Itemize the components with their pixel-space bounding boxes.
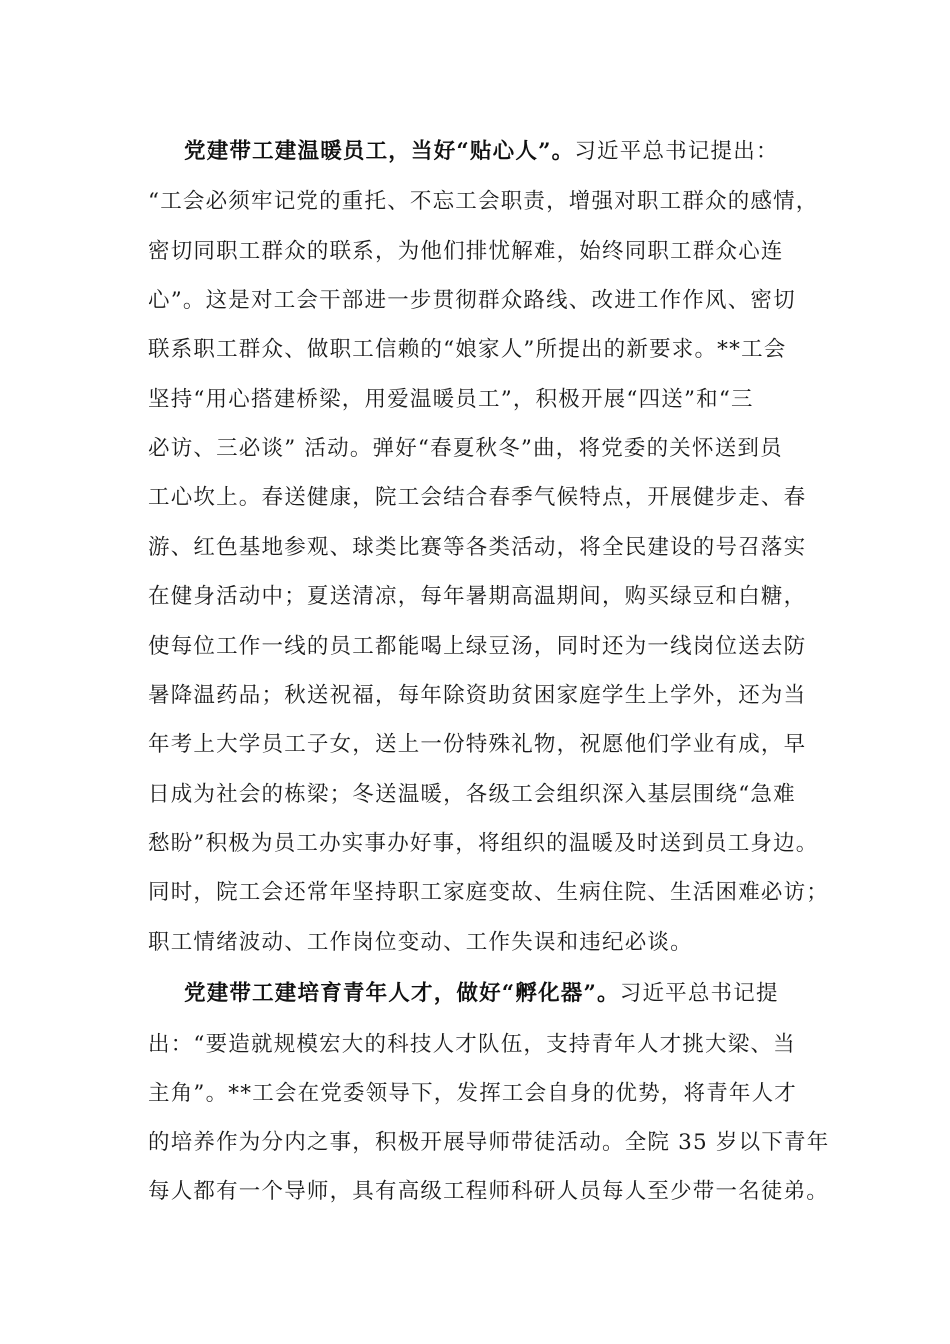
text-line: 在健身活动中；夏送清凉，每年暑期高温期间，购买绿豆和白糖， bbox=[148, 584, 807, 609]
paragraph-1-lead-text: 习近平总书记提出： bbox=[574, 139, 779, 164]
text-line: 心”。这是对工会干部进一步贯彻群众路线、改进工作作风、密切 bbox=[148, 288, 796, 313]
text-line: 密切同职工群众的联系，为他们排忧解难，始终同职工群众心连 bbox=[148, 239, 784, 264]
text-line: 职工情绪波动、工作岗位变动、工作失误和违纪必谈。 bbox=[148, 930, 693, 955]
text-line: 暑降温药品；秋送祝福，每年除资助贫困家庭学生上学外，还为当 bbox=[148, 683, 807, 708]
paragraph-1-first-line bbox=[184, 132, 864, 172]
text-line: 联系职工群众、做职工信赖的“娘家人”所提出的新要求。**工会 bbox=[148, 337, 787, 362]
text-line: 主角”。**工会在党委领导下，发挥工会自身的优势，将青年人才 bbox=[148, 1081, 797, 1106]
text-line: 出：“要造就规模宏大的科技人才队伍，支持青年人才挑大梁、当 bbox=[148, 1032, 796, 1057]
paragraph-2-lead-text: 习近平总书记提 bbox=[619, 981, 779, 1006]
paragraph-1-heading: 党建带工建温暖员工，当好“贴心人”。 bbox=[184, 139, 575, 164]
text-line: 坚持“用心搭建桥梁，用爱温暖员工”，积极开展“四送”和“三 bbox=[148, 387, 754, 412]
text-line: “工会必须牢记党的重托、不忘工会职责，增强对职工群众的感情， bbox=[148, 189, 819, 214]
text-line: 愁盼”积极为员工办实事办好事，将组织的温暖及时送到员工身边。 bbox=[148, 831, 819, 856]
text-line: 每人都有一个导师，具有高级工程师科研人员每人至少带一名徒弟。 bbox=[148, 1179, 830, 1204]
text-line: 同时，院工会还常年坚持职工家庭变故、生病住院、生活困难必访； bbox=[148, 880, 830, 905]
text-line: 的培养作为分内之事，积极开展导师带徒活动。全院 35 岁以下青年 bbox=[148, 1130, 830, 1155]
text-line: 日成为社会的栋梁；冬送温暖，各级工会组织深入基层围绕“急难 bbox=[148, 782, 796, 807]
text-line: 年考上大学员工子女，送上一份特殊礼物，祝愿他们学业有成，早 bbox=[148, 732, 807, 757]
text-line: 使每位工作一线的员工都能喝上绿豆汤，同时还为一线岗位送去防 bbox=[148, 634, 807, 659]
paragraph-2-first-line bbox=[184, 974, 864, 1014]
text-line: 游、红色基地参观、球类比赛等各类活动，将全民建设的号召落实 bbox=[148, 535, 807, 560]
text-line: 工心坎上。春送健康，院工会结合春季气候特点，开展健步走、春 bbox=[148, 485, 807, 510]
paragraph-2-heading: 党建带工建培育青年人才，做好“孵化器”。 bbox=[184, 981, 620, 1006]
text-line: 必访、三必谈” 活动。弹好“春夏秋冬”曲，将党委的关怀送到员 bbox=[148, 436, 783, 461]
